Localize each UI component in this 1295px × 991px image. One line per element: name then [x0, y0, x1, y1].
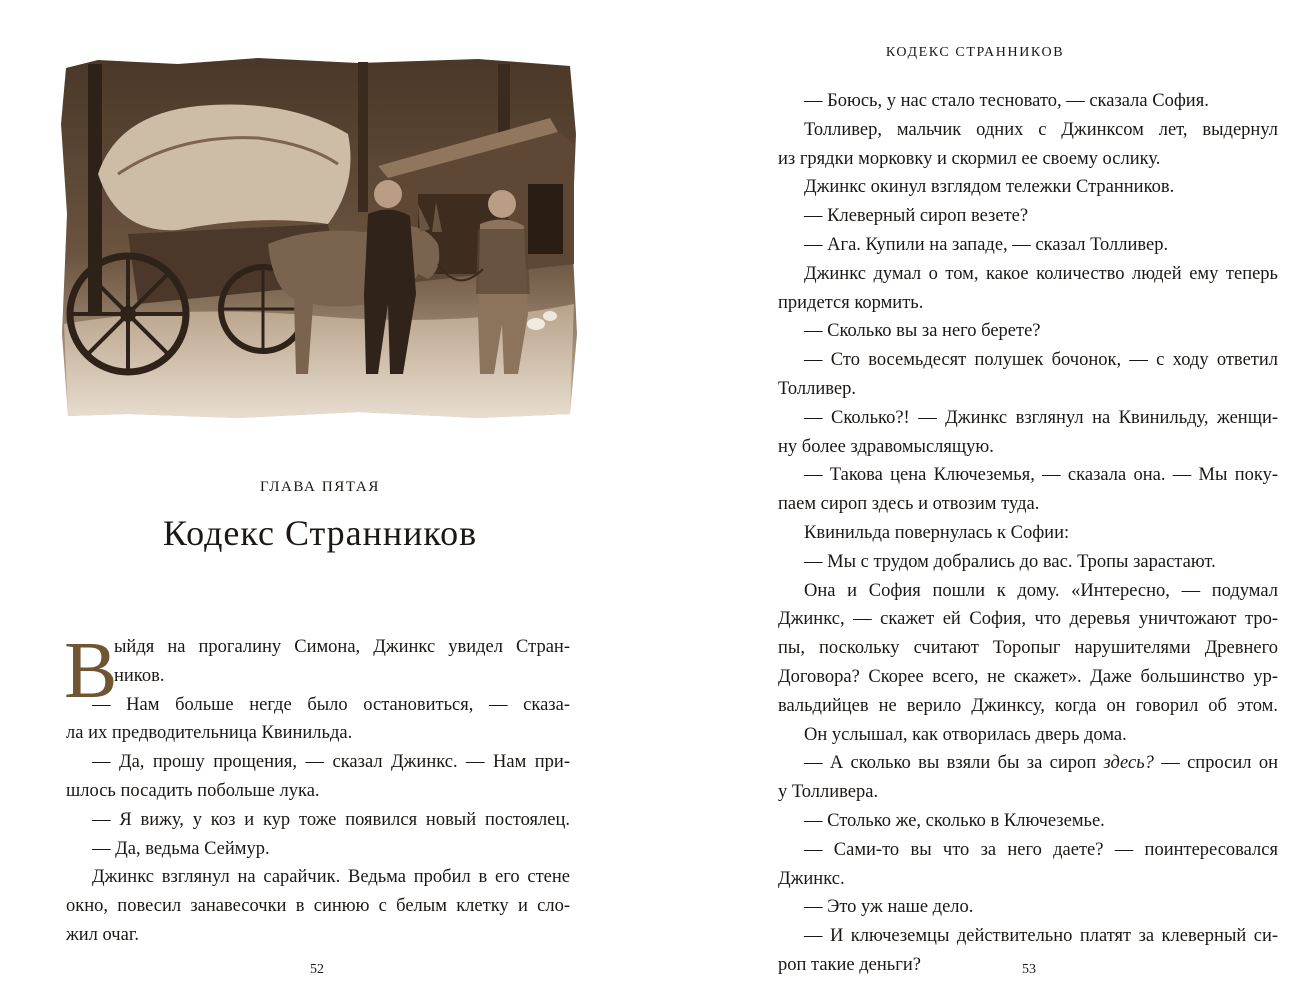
right-page — [655, 0, 1295, 991]
text-line: жил очаг. — [66, 924, 139, 945]
page-number: 53 — [1022, 962, 1036, 977]
text-line: придется кормить. — [778, 292, 924, 313]
text-line: пы, поскольку считают Торопыг нарушителями Древнего — [778, 638, 1278, 659]
text-line: — Сто восемьдесят полушек бочонок, — с ходу ответил — [804, 350, 1278, 371]
text-run: — А сколько вы взяли бы за сироп — [804, 753, 1104, 774]
italic-word: здесь? — [1103, 753, 1154, 774]
text-line: вальдийцев не верило Джинксу, когда он говорил об этом. — [778, 695, 1278, 716]
text-line: ников. — [114, 665, 165, 686]
text-line: паем сироп здесь и отвозим туда. — [778, 494, 1040, 515]
drop-cap: В — [64, 627, 118, 715]
text-line-italic-mix — [778, 749, 1278, 778]
text-line: у Толливера. — [778, 782, 879, 803]
text-line: — Такова цена Ключеземья, — сказала она. — Мы поку- — [804, 465, 1278, 486]
text-line: ла их предводительница Квинильда. — [66, 723, 353, 744]
chapter-illustration — [58, 54, 580, 422]
text-line: шлось посадить побольше лука. — [66, 780, 320, 801]
text-line: — Мы с трудом добрались до вас. Тропы зарастают. — [804, 551, 1216, 572]
running-head: КОДЕКС СТРАННИКОВ — [885, 45, 1065, 60]
text-line: — Сколько?! — Джинкс взглянул на Квинильду, женщи- — [804, 407, 1278, 428]
chapter-label: ГЛАВА ПЯТАЯ — [260, 479, 380, 495]
text-line: — Столько же, сколько в Ключеземье. — [804, 810, 1105, 831]
text-line-content: ыйдя на прогалину Симона, Джинкс увидел Стран- — [114, 637, 570, 657]
text-line: Джинкс думал о том, какое количество людей ему теперь — [804, 263, 1278, 284]
text-line: Джинкс взглянул на сарайчик. Ведьма пробил в его стене — [92, 867, 570, 888]
right-page-body — [778, 87, 1278, 980]
left-page — [0, 0, 640, 991]
text-line: Толливер, мальчик одних с Джинксом лет, выдернул — [804, 119, 1278, 140]
text-line: Он услышал, как отворилась дверь дома. — [804, 724, 1127, 745]
text-line: Толливер. — [778, 378, 856, 399]
text-line: — Ага. Купили на западе, — сказал Толливер. — [804, 234, 1169, 255]
text-line: Квинильда повернулась к Софии: — [804, 522, 1070, 543]
text-run: — спросил он — [1153, 753, 1278, 774]
chapter-title: Кодекс Странников — [162, 513, 478, 553]
text-line: из грядки морковку и скормил ее своему ослику. — [778, 148, 1161, 169]
left-page-body — [64, 627, 570, 950]
text-line: — Боюсь, у нас стало тесновато, — сказала София. — [804, 91, 1209, 111]
text-line: — И ключеземцы действительно платят за клеверный си- — [804, 926, 1278, 947]
text-line: Джинкс окинул взглядом тележки Странников. — [804, 177, 1175, 198]
text-line: Джинкс. — [778, 868, 845, 889]
text-line: — Это уж наше дело. — [804, 897, 974, 918]
text-line: роп такие деньги? — [778, 954, 921, 975]
text-line: окно, повесил занавесочки в синюю с белым клетку и сло- — [66, 896, 570, 917]
text-line: Она и София пошли к дому. «Интересно, — подумал — [804, 580, 1278, 601]
text-line: — Клеверный сироп везете? — [804, 206, 1029, 227]
text-line: — Нам больше негде было остановиться, — сказа- — [92, 694, 570, 715]
text-line: — Я вижу, у коз и кур тоже появился новый постоялец. — [92, 809, 570, 830]
text-line: ну более здравомыслящую. — [778, 436, 994, 457]
illustration-wagon-donkey — [58, 54, 580, 422]
text-line: Джинкс, — скажет ей София, что деревья уничтожают тро- — [778, 609, 1278, 630]
text-line: — Да, прошу прощения, — сказал Джинкс. — Нам при- — [92, 752, 570, 773]
page-number: 52 — [310, 962, 324, 977]
text-line: — Да, ведьма Сеймур. — [92, 838, 270, 859]
text-line: Договора? Скорее всего, не скажет». Даже большинство ур- — [778, 666, 1278, 687]
text-line: — Сколько вы за него берете? — [804, 321, 1041, 342]
text-line: — Сами-то вы что за него даете? — поинтересовался — [804, 839, 1278, 860]
